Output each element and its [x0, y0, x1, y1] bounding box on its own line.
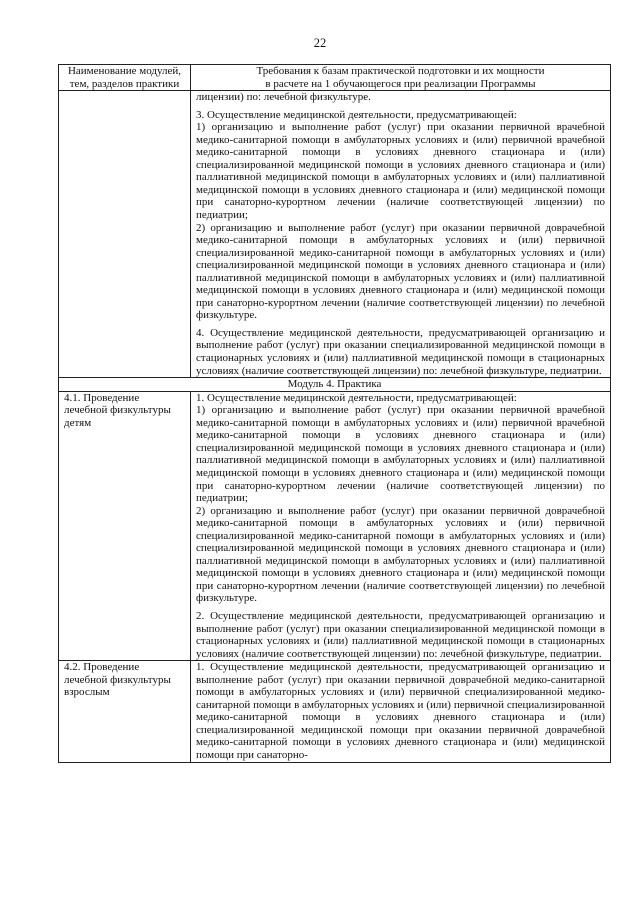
module-row [59, 378, 611, 392]
table-row-4-2 [59, 661, 611, 762]
header-modules: Наименование модулей, тем, разделов практики [59, 65, 191, 91]
paragraph: 1. Осуществление медицинской деятельности, предусматривающей: [196, 391, 517, 404]
paragraph: 1. Осуществление медицинской деятельности, предусматривающей организацию и выполнение работ (услуг) при оказании первичной доврачебной медико-санитарной помощи в амбулаторных условиях и (или) первичной специализированной медико-санитарной помощи в амбулаторных условиях и (или) первичной специализированной медико-санитарной помощи в условиях дневного стационара и (или) специализированной медицинской помощи при оказании первичной доврачебной медико-санитарной помощи в условиях дневного стационара и (или) медицинской помощи при санаторно- [196, 661, 605, 761]
module-title: Модуль 4. Практика [59, 378, 611, 392]
paragraph: 2) организацию и выполнение работ (услуг) при оказании первичной доврачебной медико-санитарной помощи в амбулаторных условиях и (или) первичной специализированной медико-санитарной помощи в амбулаторных условиях и (или) специализированной медицинской помощи в условиях дневного стационара и (или) паллиативной медицинской помощи в амбулаторных условиях и (или) паллиативной медицинской помощи в условиях дневного стационара и (или) медицинской помощи при санаторно-курортном лечении (наличие соответствующей лицензии) по лечебной физкультуре. [196, 504, 605, 605]
row-4-2-requirements [191, 661, 611, 762]
row-continuation-name [59, 91, 191, 378]
paragraph: 3. Осуществление медицинской деятельности, предусматривающей: [196, 108, 517, 121]
header-requirements-line1: Требования к базам практической подготовки и их мощности [256, 65, 545, 77]
paragraph: лицензии) по: лечебной физкультуре. [196, 91, 371, 104]
table-row-4-1 [59, 391, 611, 660]
header-requirements-line2: в расчете на 1 обучающегося при реализации Программы [265, 77, 536, 90]
paragraph: 1) организацию и выполнение работ (услуг) при оказании первичной врачебной медико-санитарной помощи в амбулаторных условиях и (или) первичной врачебной медико-санитарной помощи в условиях дневного стационара и (или) специализированной медицинской помощи в условиях дневного стационара и (или) паллиативной медицинской помощи в амбулаторных условиях и (или) паллиативной медицинской помощи в условиях дневного стационара и (или) медицинской помощи при санаторно-курортном лечении (наличие соответствующей лицензии) по педиатрии; [196, 121, 605, 222]
row-4-1-name: 4.1. Проведение лечебной физкультуры детям [59, 391, 191, 660]
paragraph: 2) организацию и выполнение работ (услуг) при оказании первичной доврачебной медико-санитарной помощи в амбулаторных условиях и (или) первичной специализированной медико-санитарной помощи в амбулаторных условиях и (или) специализированной медицинской помощи в условиях дневного стационара и (или) паллиативной медицинской помощи в амбулаторных условиях и (или) паллиативной медицинской помощи в условиях дневного стационара и (или) медицинской помощи при санаторно-курортном лечении (наличие соответствующей лицензии) по лечебной физкультуре. [196, 221, 605, 322]
header-requirements [191, 65, 611, 91]
paragraph: 2. Осуществление медицинской деятельности, предусматривающей организацию и выполнение работ (услуг) при оказании специализированной медицинской помощи в стационарных условиях и (или) паллиативной медицинской помощи в стационарных условиях (наличие соответствующей лицензии) по: лечебной физкультуре, педиатрии. [196, 609, 605, 660]
row-4-2-name: 4.2. Проведение лечебной физкультуры взрослым [59, 661, 191, 762]
page-number: 22 [313, 36, 327, 50]
table-row-continuation [59, 91, 611, 378]
requirements-table [58, 64, 611, 763]
paragraph: 1) организацию и выполнение работ (услуг) при оказании первичной врачебной медико-санитарной помощи в амбулаторных условиях и (или) первичной врачебной медико-санитарной помощи в условиях дневного стационара и (или) специализированной медицинской помощи в условиях дневного стационара и (или) паллиативной медицинской помощи в амбулаторных условиях и (или) паллиативной медицинской помощи в условиях дневного стационара и (или) медицинской помощи при санаторно-курортном лечении (наличие соответствующей лицензии) по педиатрии; [196, 404, 605, 505]
row-4-1-requirements [191, 391, 611, 660]
table-header-row [59, 65, 611, 91]
row-continuation-requirements [191, 91, 611, 378]
paragraph: 4. Осуществление медицинской деятельности, предусматривающей организацию и выполнение работ (услуг) при оказании специализированной медицинской помощи в стационарных условиях и (или) паллиативной медицинской помощи в стационарных условиях (наличие соответствующей лицензии) по: лечебной физкультуре, педиатрии. [196, 326, 605, 377]
